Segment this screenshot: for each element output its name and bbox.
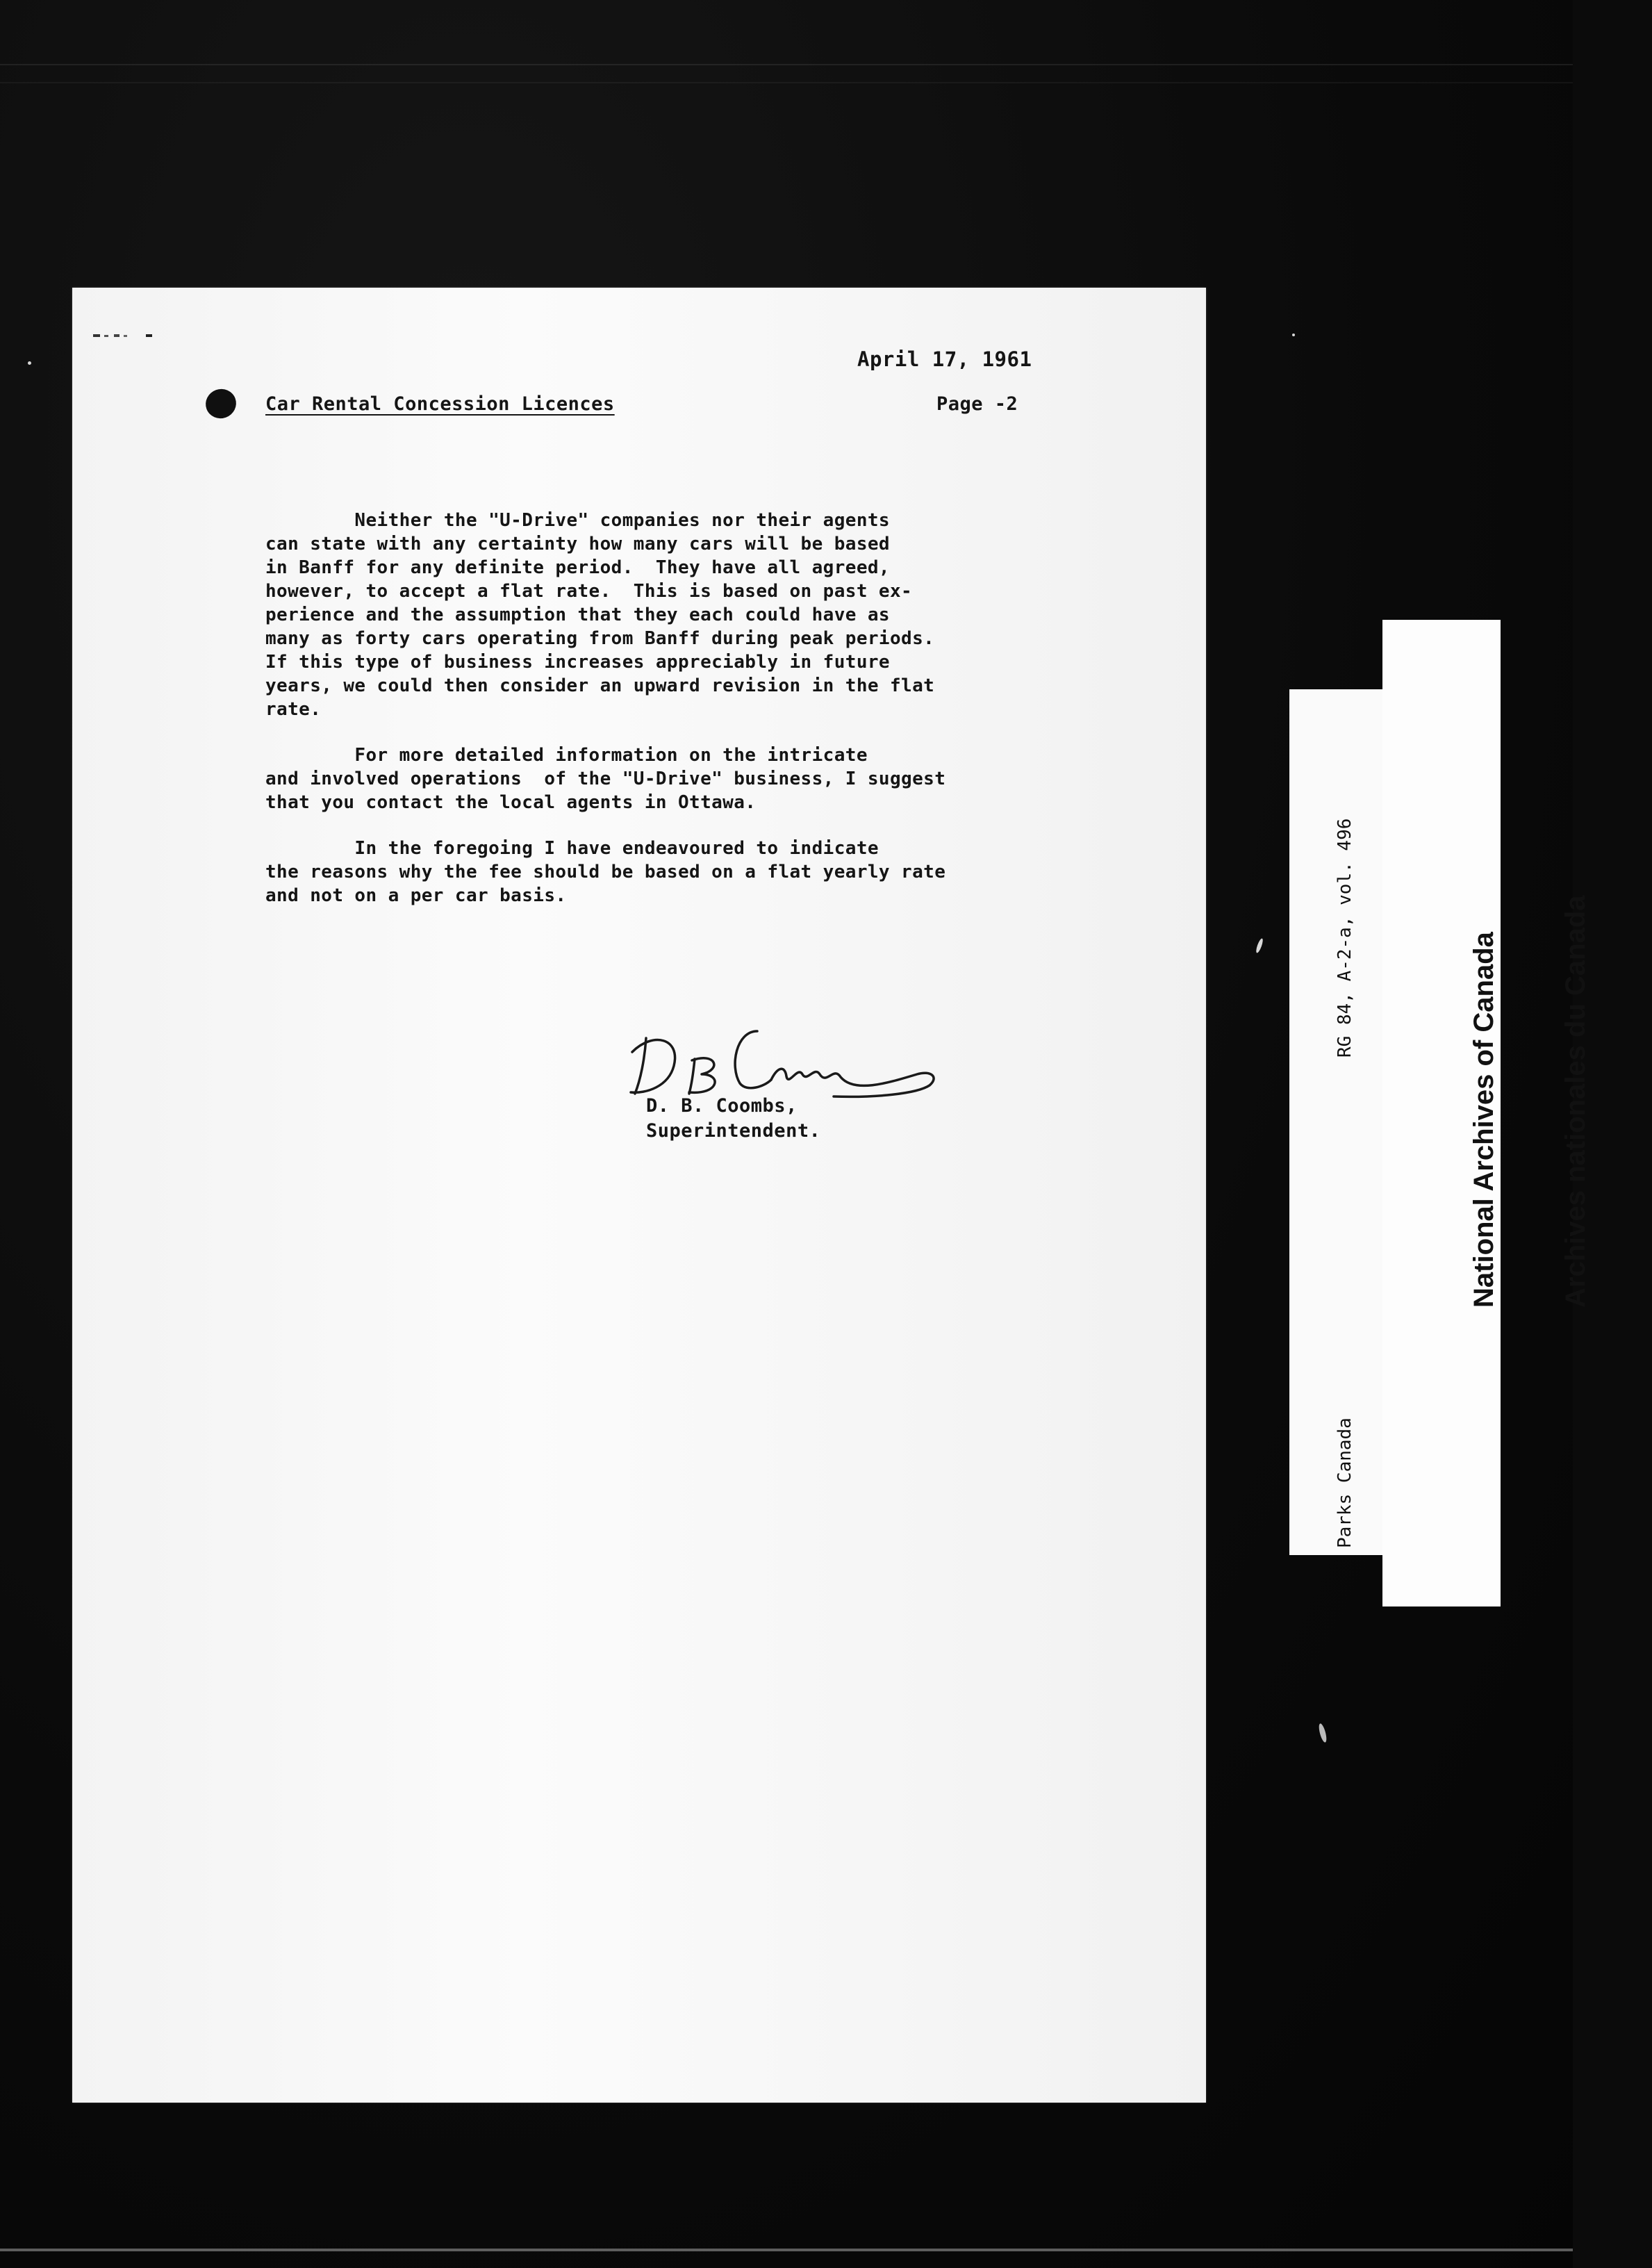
- body-paragraph: [265, 509, 1099, 721]
- page-number: Page -2: [936, 393, 1018, 415]
- text-line: If this type of business increases appreciably in future: [265, 652, 890, 673]
- punch-hole: [201, 385, 240, 423]
- text-line: For more detailed information on the intricate: [265, 745, 868, 766]
- dust-speck: [1255, 938, 1264, 954]
- text-line: Neither the "U-Drive" companies nor their agents: [265, 510, 890, 531]
- letter-subject: Car Rental Concession Licences: [265, 393, 615, 415]
- archives-name-en: National Archives of Canada: [1469, 932, 1499, 1308]
- body-paragraph: [265, 743, 1099, 814]
- text-line: many as forty cars operating from Banff during peak periods.: [265, 628, 935, 649]
- reference-line: RG 84, A-2-a, vol. 496: [1335, 818, 1355, 1058]
- text-line: In the foregoing I have endeavoured to indicate: [265, 838, 879, 859]
- text-line: and involved operations of the "U-Drive" business, I suggest: [265, 769, 946, 789]
- text-line: in Banff for any definite period. They have all agreed,: [265, 557, 890, 578]
- dust-speck: [28, 361, 31, 365]
- scan-line: [0, 64, 1573, 65]
- letter-page: [72, 288, 1206, 2103]
- text-line: can state with any certainty how many cars will be based: [265, 534, 890, 554]
- text-line: the reasons why the fee should be based on a flat yearly rate: [265, 862, 946, 882]
- agency-en: Parks Canada: [1335, 1418, 1355, 1548]
- dust-speck: [1292, 334, 1295, 336]
- scan-line: [0, 2249, 1573, 2251]
- archive-reference-label: [1289, 689, 1387, 1555]
- text-line: rate.: [265, 699, 322, 720]
- signer-name: D. B. Coombs,: [646, 1095, 798, 1117]
- text-line: that you contact the local agents in Ottawa.: [265, 792, 757, 813]
- text-line: and not on a per car basis.: [265, 885, 567, 906]
- text-line: years, we could then consider an upward revision in the flat: [265, 675, 935, 696]
- corner-marks: [93, 334, 156, 338]
- text-line: perience and the assumption that they each could have as: [265, 605, 890, 625]
- scan-line: [0, 82, 1573, 83]
- archives-name: [1407, 895, 1652, 1308]
- dust-speck: [1318, 1723, 1328, 1743]
- signer-title: Superintendent.: [646, 1120, 821, 1142]
- letter-date: April 17, 1961: [857, 347, 1032, 371]
- archives-name-fr: Archives nationales du Canada: [1560, 895, 1591, 1308]
- archives-institution-label: [1382, 620, 1591, 1606]
- body-paragraph: [265, 837, 1099, 907]
- text-line: however, to accept a flat rate. This is based on past ex-: [265, 581, 913, 602]
